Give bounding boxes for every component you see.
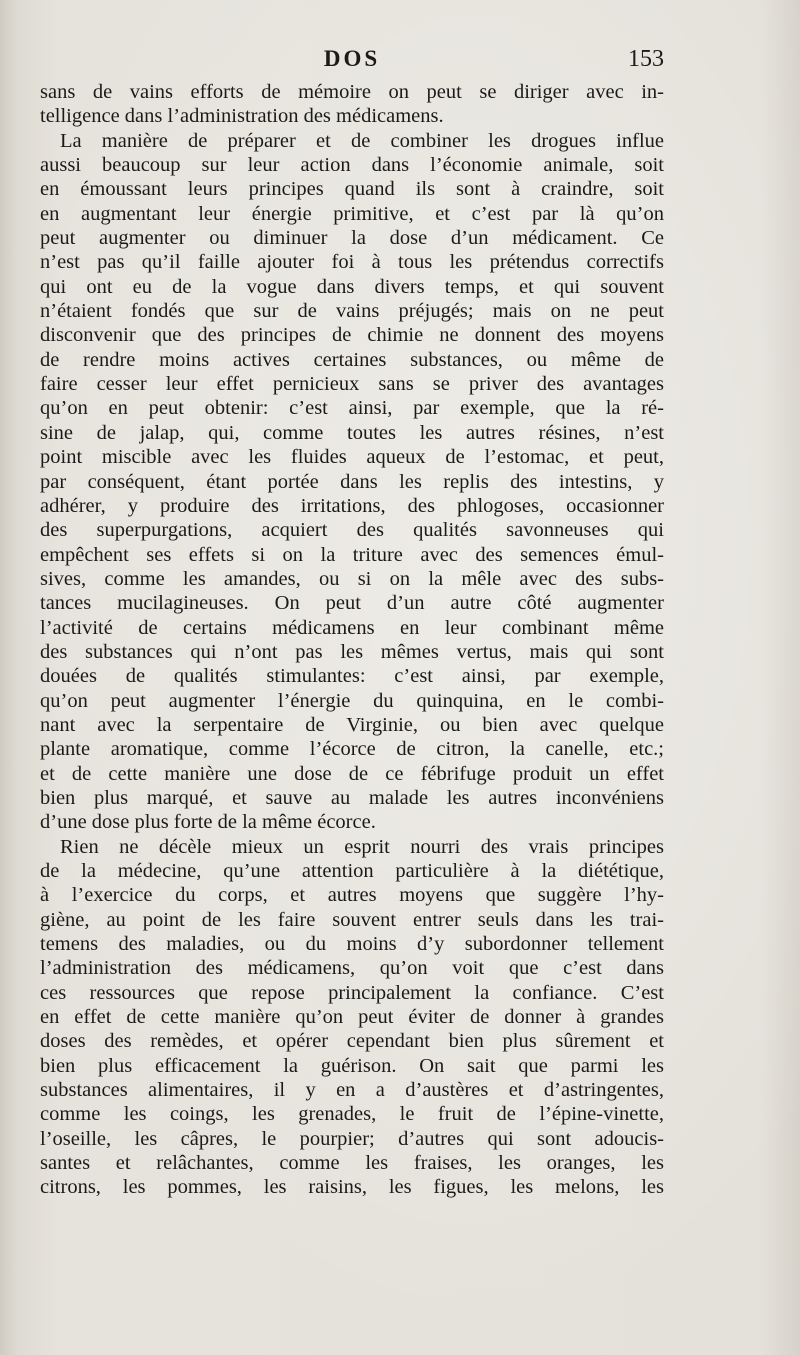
text-line: en augmentant leur énergie primitive, et c’est par là qu’on — [40, 202, 664, 225]
text-line: doses des remèdes, et opérer cependant bien plus sûrement et — [40, 1030, 664, 1053]
text-line: tances mucilagineuses. On peut d’un autre côté augmenter — [40, 592, 664, 615]
text-line: à l’exercice du corps, et autres moyens que suggère l’hy- — [40, 884, 664, 907]
page-header — [40, 46, 664, 76]
text-line: qui ont eu de la vogue dans divers temps, et qui souvent — [40, 275, 664, 298]
text-line: faire cesser leur effet pernicieux sans se priver des avantages — [40, 373, 664, 396]
text-line: comme les coings, les grenades, le fruit de l’épine-vinette, — [40, 1103, 664, 1126]
text-line: sine de jalap, qui, comme toutes les autres résines, n’est — [40, 421, 664, 444]
text-line: en émoussant leurs principes quand ils sont à craindre, soit — [40, 178, 664, 201]
text-line: l’oseille, les câpres, le pourpier; d’autres qui sont adoucis- — [40, 1127, 664, 1150]
text-line: sives, comme les amandes, ou si on la mêle avec des subs- — [40, 567, 664, 590]
text-line: empêchent ses effets si on la triture avec des semences émul- — [40, 543, 664, 566]
text-line: aussi beaucoup sur leur action dans l’économie animale, soit — [40, 154, 664, 177]
text-line: telligence dans l’administration des médicamens. — [40, 105, 444, 128]
text-line: plante aromatique, comme l’écorce de citron, la canelle, etc.; — [40, 738, 664, 761]
text-line: et de cette manière une dose de ce fébrifuge produit un effet — [40, 762, 664, 785]
text-line: douées de qualités stimulantes: c’est ainsi, par exemple, — [40, 665, 664, 688]
text-line: adhérer, y produire des irritations, des phlogoses, occasionner — [40, 494, 664, 517]
text-line: Rien ne décèle mieux un esprit nourri des vrais principes — [60, 835, 664, 858]
text-line: des substances qui n’ont pas les mêmes vertus, mais qui sont — [40, 640, 664, 663]
text-line: peut augmenter ou diminuer la dose d’un médicament. Ce — [40, 227, 664, 250]
text-line: de la médecine, qu’une attention particulière à la diététique, — [40, 860, 664, 882]
text-line: La manière de préparer et de combiner les drogues influe — [60, 129, 664, 152]
text-line: santes et relâchantes, comme les fraises, les oranges, les — [40, 1152, 664, 1175]
text-line: d’une dose plus forte de la même écorce. — [40, 811, 376, 834]
text-line: l’activité de certains médicamens en leur combinant même — [40, 616, 664, 639]
text-line: en effet de cette manière qu’on peut éviter de donner à grandes — [40, 1006, 664, 1029]
text-line: qu’on peut augmenter l’énergie du quinquina, en le combi- — [40, 689, 664, 712]
text-line: sans de vains efforts de mémoire on peut se diriger avec in- — [40, 81, 664, 103]
text-line: des superpurgations, acquiert des qualités savonneuses qui — [40, 519, 664, 542]
text-line: disconvenir que des principes de chimie ne donnent des moyens — [40, 324, 664, 347]
text-line: par conséquent, étant portée dans les replis des intestins, y — [40, 470, 664, 493]
text-line: bien plus efficacement la guérison. On sait que parmi les — [40, 1054, 664, 1077]
text-line: substances alimentaires, il y en a d’austères et d’astringentes, — [40, 1079, 664, 1102]
page-number: 153 — [628, 46, 664, 72]
text-line: temens des maladies, ou du moins d’y subordonner tellement — [40, 933, 664, 956]
text-line: qu’on en peut obtenir: c’est ainsi, par exemple, que la ré- — [40, 397, 664, 420]
text-line: giène, au point de les faire souvent entrer seuls dans les trai- — [40, 908, 664, 931]
text-line: ces ressources que repose principalement la confiance. C’est — [40, 981, 664, 1004]
text-line: bien plus marqué, et sauve au malade les autres inconvéniens — [40, 786, 664, 809]
running-head: DOS — [323, 46, 381, 71]
text-line: citrons, les pommes, les raisins, les figues, les melons, les — [40, 1176, 664, 1199]
text-line: point miscible avec les fluides aqueux de l’estomac, et peut, — [40, 446, 664, 469]
text-line: nant avec la serpentaire de Virginie, ou bien avec quelque — [40, 713, 664, 736]
text-line: n’étaient fondés que sur de vains préjugés; mais on ne peut — [40, 300, 664, 323]
text-line: de rendre moins actives certaines substances, ou même de — [40, 348, 664, 371]
text-line: n’est pas qu’il faille ajouter foi à tous les prétendus correctifs — [40, 251, 664, 274]
text-line: l’administration des médicamens, qu’on voit que c’est dans — [40, 957, 664, 980]
body-text — [40, 80, 664, 1200]
